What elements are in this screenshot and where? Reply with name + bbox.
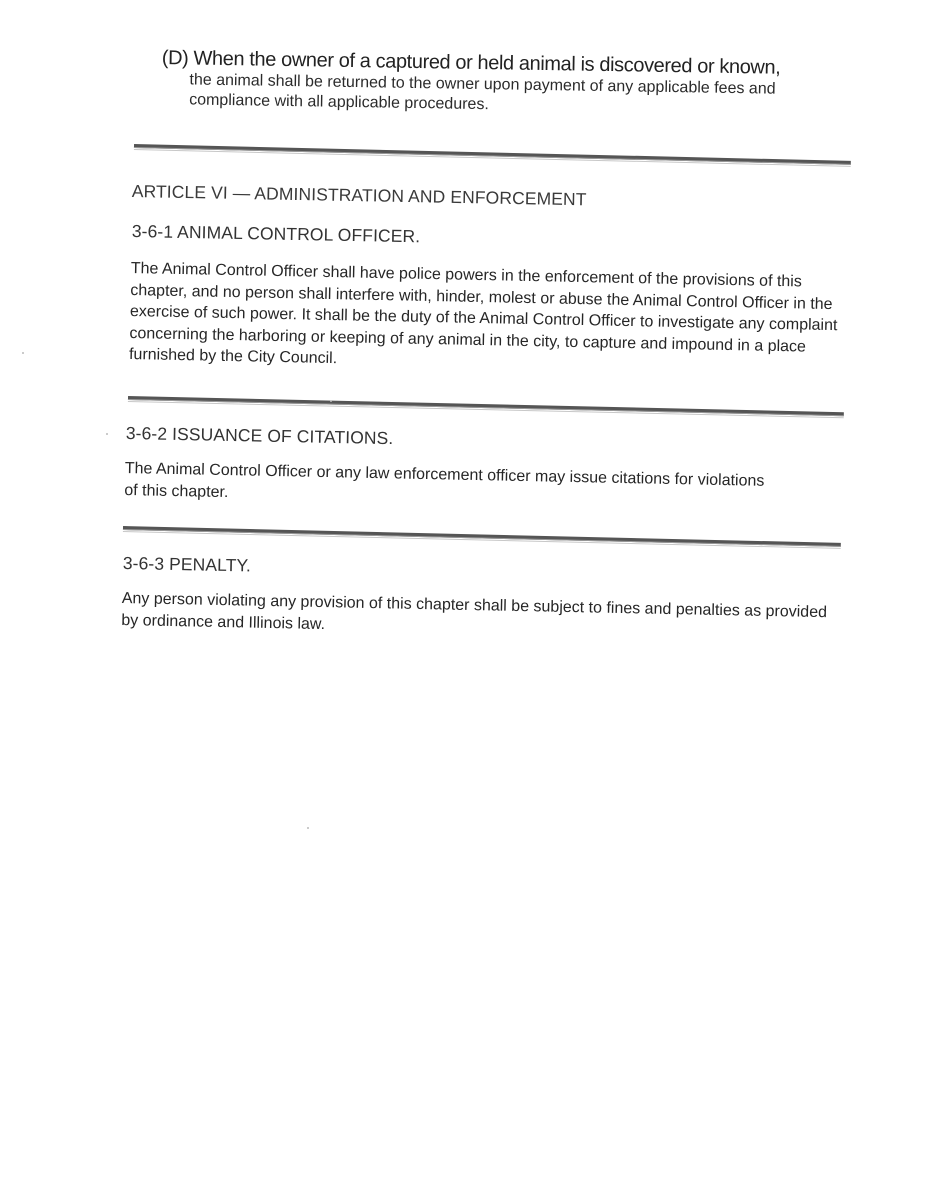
scan-speck: [307, 827, 309, 829]
paragraph-d-lead: (D) When the owner of a captured or held animal is discovered or known,: [161, 46, 781, 79]
scan-speck: [22, 352, 24, 354]
section-divider: [134, 144, 851, 165]
scan-speck: [330, 400, 332, 402]
section-divider: [128, 396, 844, 416]
paragraph-d: [161, 46, 827, 120]
section-divider: [123, 526, 841, 547]
section-heading-3-6-3: 3-6-3 PENALTY.: [122, 553, 252, 576]
section-heading-3-6-2: 3-6-2 ISSUANCE OF CITATIONS.: [125, 423, 394, 449]
section-body-3-6-3: Any person violating any provision of this chapter shall be subject to fines and penalties as provided by ordinance and Illinois law.: [121, 589, 828, 633]
section-body-3-6-2: The Animal Control Officer or any law enforcement officer may issue citations for violations of this chapter.: [124, 459, 765, 501]
article-heading: ARTICLE VI — ADMINISTRATION AND ENFORCEMENT: [131, 181, 587, 210]
section-heading-3-6-1: 3-6-1 ANIMAL CONTROL OFFICER.: [131, 221, 421, 247]
scan-speck: [106, 433, 108, 435]
paragraph-d-text: the animal shall be returned to the owner upon payment of any applicable fees and compliance with all applicable procedures.: [189, 71, 776, 114]
section-body-3-6-1: The Animal Control Officer shall have police powers in the enforcement of the provisions of this chapter, and no person shall interfere with, hinder, molest or abuse the Animal Control Officer in the exercise of such power. It shall be the duty of the Animal Control Officer to investigate any complaint concerning the harboring or keeping of any animal in the city, to capture and impound in a place furnished by the City Council.: [128, 259, 838, 368]
